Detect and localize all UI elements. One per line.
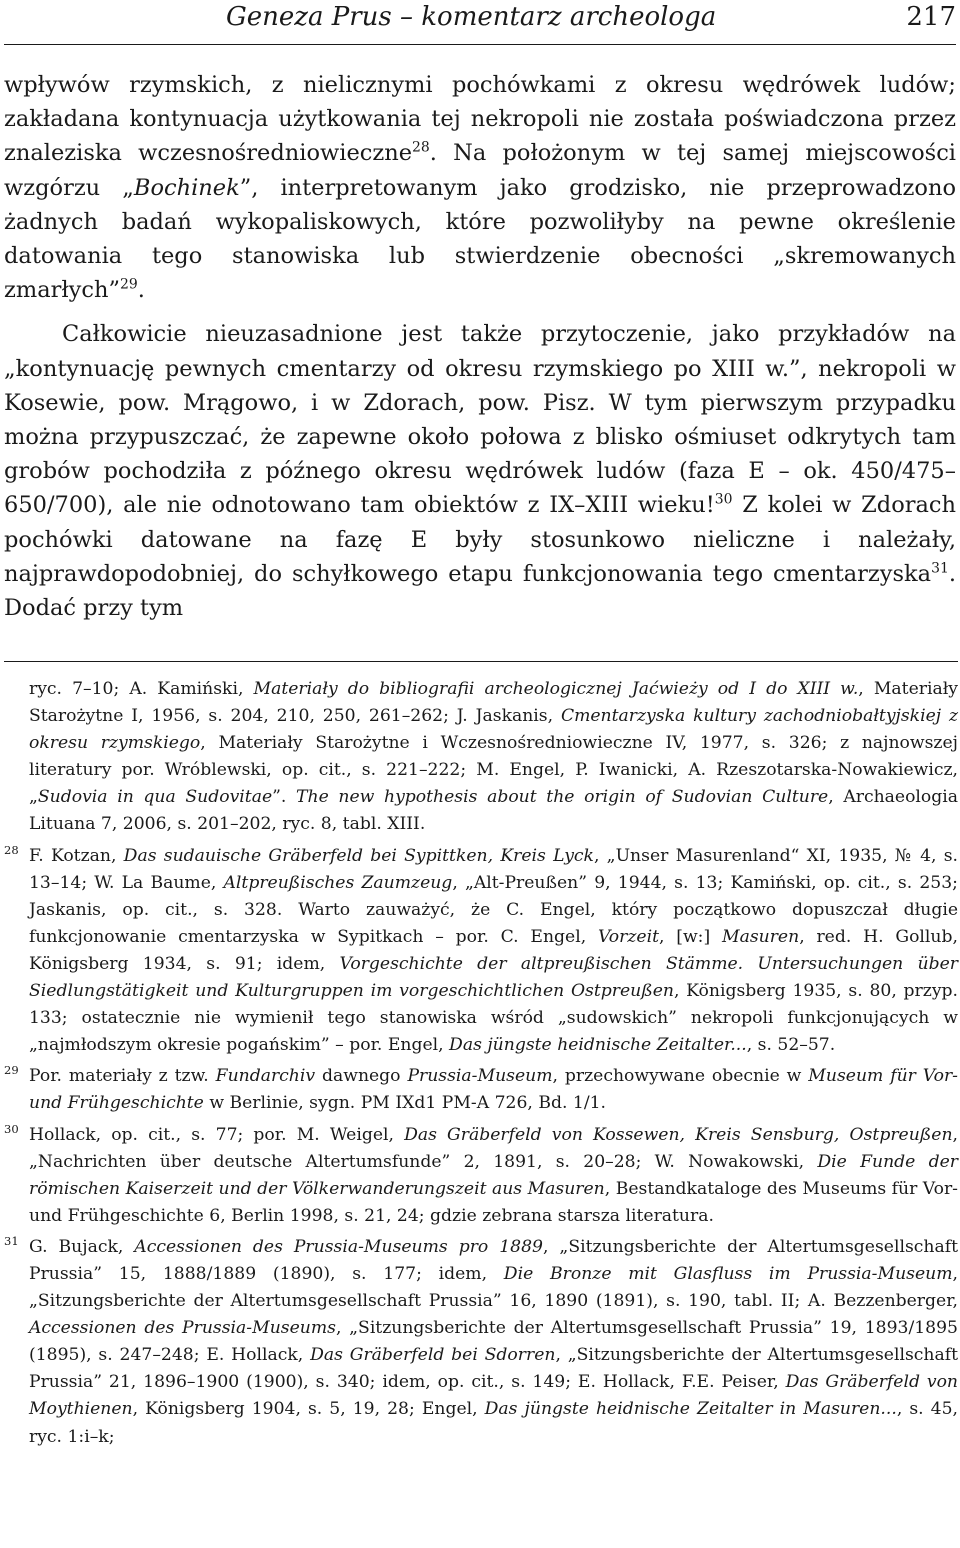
footnote-continuation: ryc. 7–10; A. Kamiński, Materiały do bibliografii archeologicznej Jaćwieży od I do XIII w., Materiały Starożytne I, 1956, s. 204, 210, 250, 261–262; J. Jaskanis, Cmentarzyska kultury zachodniobałtyjskiej z okresu rzymskiego, Materiały Starożytne i Wczesnośredniowieczne IV, 1977, s. 326; z najnowszej literatury por. Wróblewski, op. cit., s. 221–222; M. Engel, P. Iwanicki, A. Rzeszotarska-Nowakiewicz, „Sudovia in qua Sudovitae”. The new hypothesis about the origin of Sudovian Culture, Archaeologia Lituana 7, 2006, s. 201–202, ryc. 8, tabl. XIII.	[29, 679, 959, 835]
footnote-number: 30	[4, 1121, 19, 1136]
footnote-ref-30[interactable]: 30	[714, 491, 733, 508]
footnote-31: 31 G. Bujack, Accessionen des Prussia-Museums pro 1889, „Sitzungsberichte der Altertumsgesellschaft Prussia” 15, 1888/1889 (1890), s. 177; idem, Die Bronze mit Glasfluss im Prussia-Museum, „Sitzungsberichte der Altertumsgesellschaft Prussia” 16, 1890 (1891), s. 190, tabl. II; A. Bezzenberger, Accessionen des Prussia-Museums, „Sitzungsberichte der Altertumsgesellschaft Prussia” 19, 1893/1895 (1895), s. 247–248; E. Hollack, Das Gräberfeld bei Sdorren, „Sitzungsberichte der Altertumsgesellschaft Prussia” 21, 1896–1900 (1900), s. 340; idem, op. cit., s. 149; E. Hollack, F.E. Peiser, Das Gräberfeld von Moythienen, Königsberg 1904, s. 5, 19, 28; Engel, Das jüngste heidnische Zeitalter in Masuren..., s. 45, ryc. 1:i–k;	[4, 1234, 958, 1451]
footnote-ref-28[interactable]: 28	[412, 139, 430, 156]
footnote-ref-31[interactable]: 31	[931, 560, 949, 577]
footnote-number: 31	[4, 1233, 19, 1248]
footnote-number: 29	[4, 1063, 19, 1078]
footnotes	[4, 676, 958, 1455]
footnote-divider	[4, 661, 958, 662]
paragraph-2: Całkowicie nieuzasadnione jest także przytoczenie, jako przykładów na „kontynuację pewnych cmentarzy od okresu rzymskiego po XIII w.”, nekropoli w Kosewie, pow. Mrągowo, i w Zdorach, pow. Pisz. W tym pierwszym przypadku można przypuszczać, że zapewne około połowa z blisko ośmiuset odkrytych tam grobów pochodziła z późnego okresu wędrówek ludów (faza E – ok. 450/475–650/700), ale nie odnotowano tam obiektów z IX–XIII wieku!$^{30}$ Z kolei w Zdorach pochówki datowane na fazę E były stosunkowo nieliczne i należały, najprawdopodobniej, do schyłkowego etapu funkcjonowania tego cmentarzyska$^{31}$. Dodać przy tym	[4, 321, 957, 622]
footnote-ref-29[interactable]: 29	[119, 276, 138, 293]
footnote-number: 28	[4, 842, 19, 857]
running-title: Geneza Prus – komentarz archeologa	[226, 2, 717, 32]
running-header	[4, 0, 956, 45]
page-number: 217	[906, 2, 956, 32]
footnote-29: 29 Por. materiały z tzw. Fundarchiv dawnego Prussia-Museum, przechowywane obecnie w Museum für Vor- und Frühgeschichte w Berlinie, sygn. PM IXd1 PM-A 726, Bd. 1/1.	[4, 1063, 958, 1117]
footnote-28: 28 F. Kotzan, Das sudauische Gräberfeld bei Sypittken, Kreis Lyck, „Unser Masurenland“ XI, 1935, № 4, s. 13–14; W. La Baume, Altpreußisches Zaumzeug, „Alt-Preußen” 9, 1944, s. 13; Kamiński, op. cit., s. 253; Jaskanis, op. cit., s. 328. Warto zauważyć, że C. Engel, który początkowo dopuszczał długie funkcjonowanie cmentarzyska w Sypitkach – por. C. Engel, Vorzeit, [w:] Masuren, red. H. Gollub, Königsberg 1934, s. 91; idem, Vorgeschichte der altpreußischen Stämme. Untersuchungen über Siedlungstätigkeit und Kulturgruppen im vorgeschichtlichen Ostpreußen, Königsberg 1935, s. 80, przyp. 133; ostatecznie nie wymienił tego stanowiska wśród „sudowskich” nekropoli funkcjonujących w „najmłodszym okresie pogańskim” – por. Engel, Das jüngste heidnische Zeitalter..., s. 52–57.	[4, 843, 958, 1060]
paragraph-1: wpływów rzymskich, z nielicznymi pochówkami z okresu wędrówek ludów; zakładana kontynuacja użytkowania tej nekropoli nie została poświadczona przez znaleziska wczesnośredniowieczne$^{28}$. Na położonym w tej samej miejscowości wzgórzu „Bochinek”, interpretowanym jako grodzisko, nie przeprowadzono żadnych badań wykopaliskowych, które pozwoliłyby na pewne określenie datowania tego stanowiska lub stwierdzenie obecności „skremowanych zmarłych”$^{29}$.	[4, 72, 956, 304]
main-text	[4, 68, 956, 625]
footnote-30: 30 Hollack, op. cit., s. 77; por. M. Weigel, Das Gräberfeld von Kossewen, Kreis Sensburg, Ostpreußen, „Nachrichten über deutsche Altertumsfunde” 2, 1891, s. 20–28; W. Nowakowski, Die Funde der römischen Kaiserzeit und der Völkerwanderungszeit aus Masuren, Bestandkataloge des Museums für Vor- und Frühgeschichte 6, Berlin 1998, s. 21, 24; gdzie zebrana starsza literatura.	[4, 1122, 958, 1230]
